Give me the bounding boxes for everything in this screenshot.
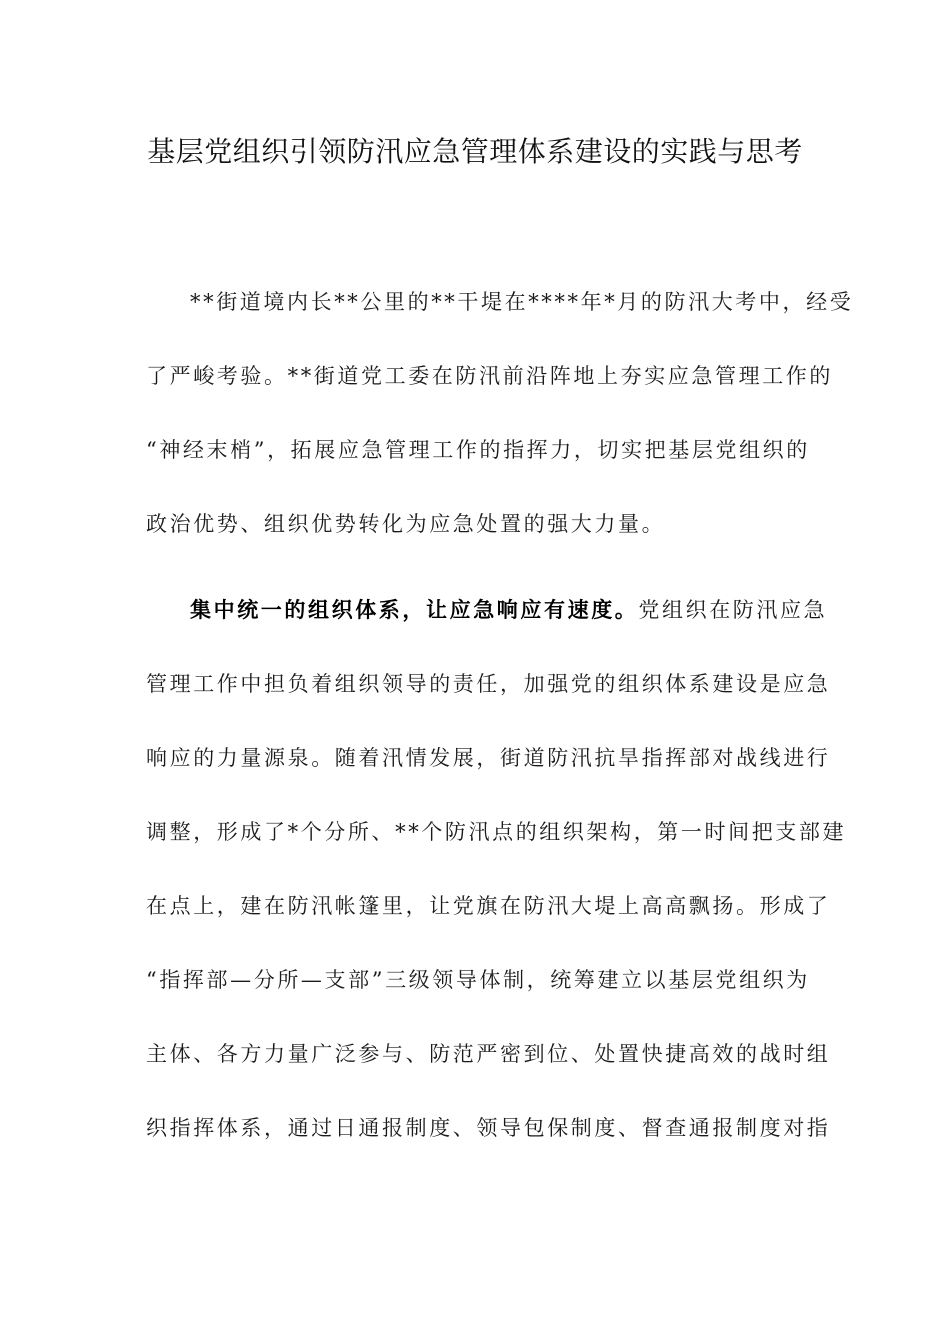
paragraph-2-lead-text: 党组织在防汛应急	[638, 598, 828, 622]
paragraph-2-lead-heading: 集中统一的组织体系，让应急响应有速度。	[190, 598, 639, 622]
paragraph-2-line-5: 在点上，建在防汛帐篷里，让党旗在防汛大堤上高高飘扬。形成了	[146, 894, 831, 918]
paragraph-2-line-3: 响应的力量源泉。随着汛情发展，街道防汛抗旱指挥部对战线进行	[146, 746, 831, 770]
paragraph-1-line-4: 政治优势、组织优势转化为应急处置的强大力量。	[146, 512, 666, 536]
paragraph-2-line-8: 织指挥体系，通过日通报制度、领导包保制度、督查通报制度对指	[146, 1116, 831, 1140]
document-title: 基层党组织引领防汛应急管理体系建设的实践与思考	[147, 135, 803, 168]
paragraph-1-line-1: **街道境内长**公里的**干堤在****年*月的防汛大考中，经受	[190, 290, 854, 314]
paragraph-2-line-2: 管理工作中担负着组织领导的责任，加强党的组织体系建设是应急	[146, 672, 831, 696]
paragraph-2-line-6: “指挥部—分所—支部”三级领导体制，统筹建立以基层党组织为	[146, 968, 810, 992]
paragraph-1-line-2: 了严峻考验。**街道党工委在防汛前沿阵地上夯实应急管理工作的	[146, 364, 833, 388]
paragraph-2-line-1	[190, 590, 828, 630]
paragraph-2-line-7: 主体、各方力量广泛参与、防范严密到位、处置快捷高效的战时组	[146, 1042, 831, 1066]
paragraph-1-line-3: “神经末梢”，拓展应急管理工作的指挥力，切实把基层党组织的	[146, 438, 810, 462]
paragraph-2-line-4: 调整，形成了*个分所、**个防汛点的组织架构，第一时间把支部建	[146, 820, 847, 844]
